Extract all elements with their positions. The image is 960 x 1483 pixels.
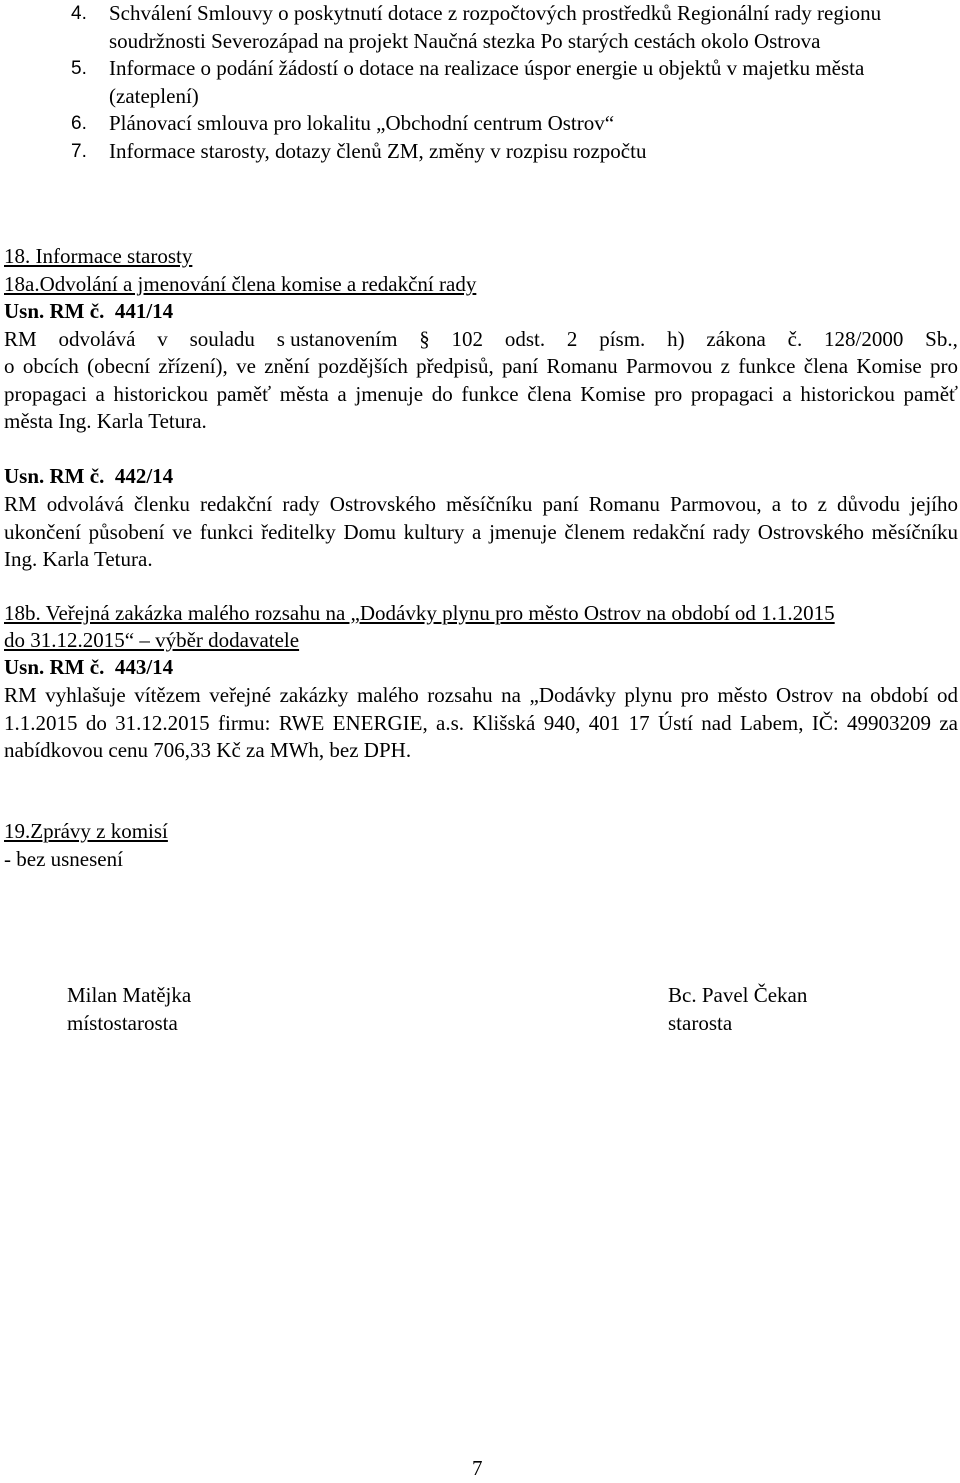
resolution-442-label — [4, 463, 173, 491]
agenda-item-text: Schválení Smlouvy o poskytnutí dotace z rozpočtových prostředků Regionální rady regionu soudržnosti Severozápad na projekt Naučná stezka Po starých cestách okolo Ostrova — [109, 1, 882, 53]
word: Sb., — [925, 327, 958, 351]
agenda-item — [71, 0, 931, 55]
section-19-text: - bez usnesení — [4, 847, 123, 871]
word: souladu — [189, 327, 255, 351]
resolution-443-body: RM vyhlašuje vítězem veřejné zakázky malého rozsahu na „Dodávky plynu pro město Ostrov na období od 1.1.2015 do 31.12.2015 firmu: RWE ENERGIE, a.s. Klišská 940, 401 17 Ústí nad Labem, IČ: 49903209 za nabídkovou cenu 706,33 Kč za MWh, bez DPH. — [4, 683, 958, 762]
resolution-441-first-line — [4, 326, 958, 354]
agenda-item — [71, 110, 931, 138]
agenda-item-number: 5. — [71, 58, 87, 79]
resolution-441-label — [4, 298, 173, 326]
resolution-number: 442/14 — [114, 464, 174, 488]
agenda-item-number: 6. — [71, 113, 87, 134]
signature-name: Bc. Pavel Čekan — [668, 983, 808, 1007]
word: 102 — [451, 327, 484, 351]
resolution-label: Usn. RM č. — [4, 655, 105, 679]
word: č. — [787, 327, 803, 351]
word: písm. — [599, 327, 646, 351]
agenda-item-number: 7. — [71, 140, 87, 162]
signature-right — [668, 982, 807, 1037]
signature-name: Milan Matějka — [67, 983, 192, 1007]
resolution-441-body: o obcích (obecní zřízení), ve znění pozdějších předpisů, paní Romanu Parmovou z funkce člena Komise pro propagaci a historickou paměť města a jmenuje do funkce člena Komise pro propagaci a historickou paměť města Ing. Karla Tetura. — [4, 354, 958, 433]
word: 2 — [566, 327, 578, 351]
signature-left — [67, 982, 191, 1037]
agenda-list — [71, 0, 931, 165]
resolution-number: 441/14 — [114, 299, 174, 323]
agenda-item-text: Plánovací smlouva pro lokalitu „Obchodní centrum Ostrov“ — [109, 111, 615, 135]
resolution-label: Usn. RM č. — [4, 464, 105, 488]
section-18b-heading-line2: do 31.12.2015“ – výběr dodavatele — [4, 628, 300, 652]
agenda-item-number: 4. — [71, 3, 87, 24]
section-19-heading: 19.Zprávy z komisí — [4, 819, 168, 843]
word: h) — [667, 327, 685, 351]
section-18a-heading: 18a.Odvolání a jmenování člena komise a redakční rady — [4, 272, 477, 296]
agenda-item-text: Informace o podání žádostí o dotace na realizace úspor energie u objektů v majetku města (zateplení) — [109, 56, 865, 108]
resolution-443-label — [4, 654, 173, 682]
paragraph-sign: § — [419, 327, 430, 351]
signature-role: místostarosta — [67, 1010, 178, 1035]
agenda-item-text: Informace starosty, dotazy členů ZM, změny v rozpisu rozpočtu — [109, 138, 647, 163]
word: RM — [4, 327, 37, 351]
page-number: 7 — [472, 1456, 483, 1480]
word: odst. — [504, 327, 546, 351]
agenda-item — [71, 55, 931, 110]
word: s ustanovením — [276, 327, 398, 351]
word: zákona — [706, 327, 766, 351]
resolution-442-body: RM odvolává členku redakční rady Ostrovského měsíčníku paní Romanu Parmovou, a to z důvodu jejího ukončení působení ve funkci ředitelky Domu kultury a jmenuje členem redakční rady Ostrovského měsíčníku Ing. Karla Tetura. — [4, 492, 958, 571]
signature-role: starosta — [668, 1010, 733, 1035]
word: odvolává — [58, 327, 136, 351]
resolution-label: Usn. RM č. — [4, 299, 105, 323]
agenda-item — [71, 138, 931, 166]
resolution-number: 443/14 — [114, 655, 174, 679]
section-18-heading: 18. Informace starosty — [4, 244, 193, 268]
word: 128/2000 — [824, 327, 904, 351]
word: v — [157, 327, 168, 351]
section-18b-heading-line1: 18b. Veřejná zakázka malého rozsahu na „Dodávky plynu pro město Ostrov na období od 1.1.2015 — [4, 601, 835, 625]
